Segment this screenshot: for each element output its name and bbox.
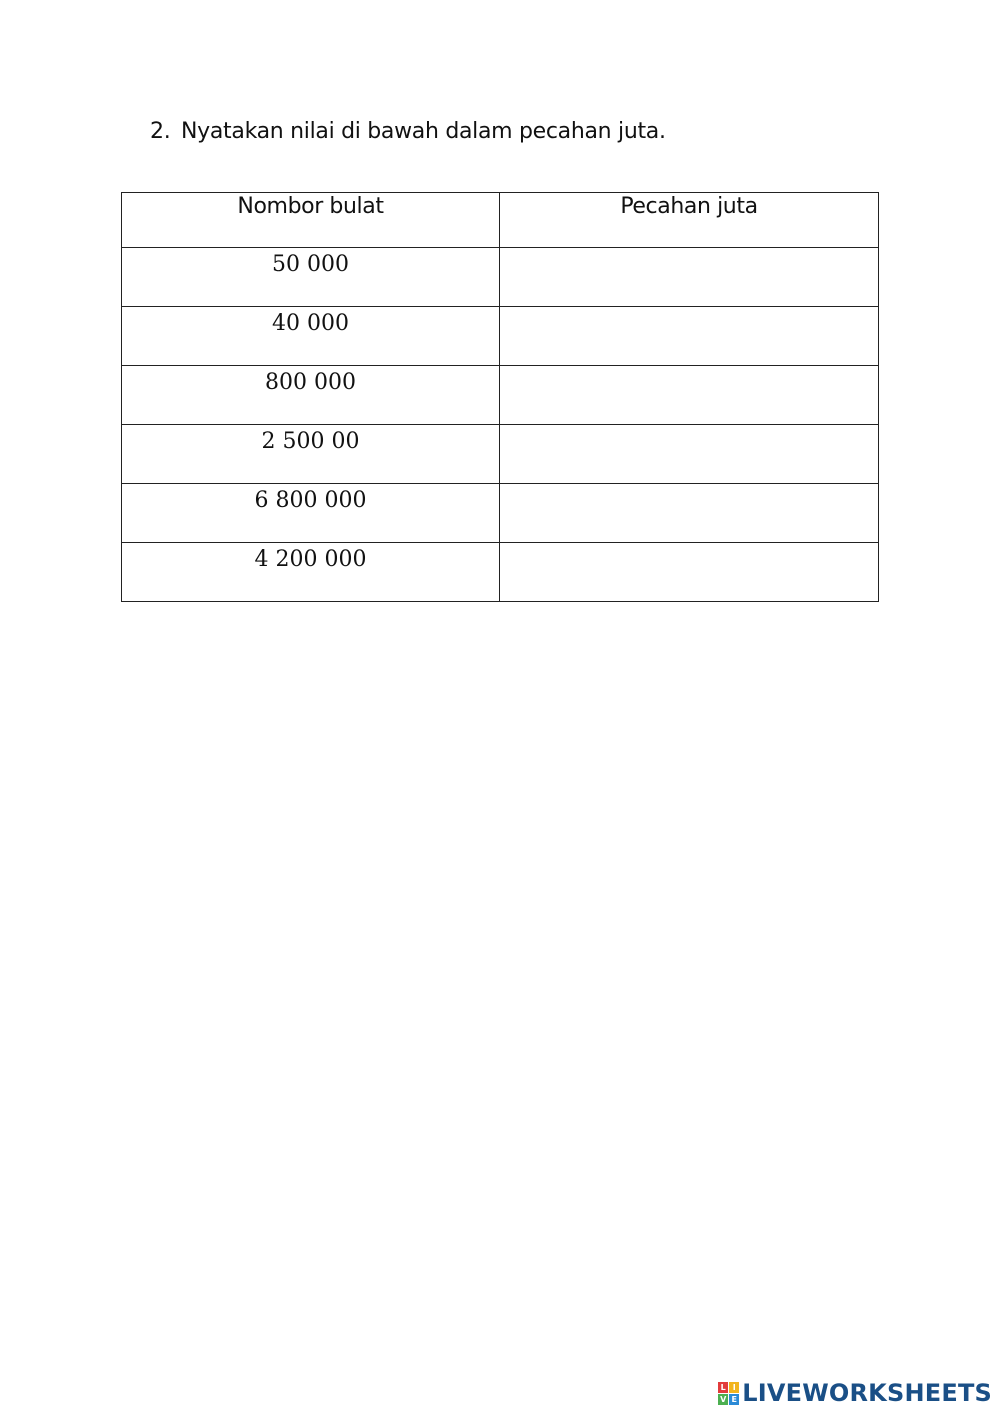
liveworksheets-logo <box>718 1379 992 1407</box>
table-row <box>122 543 879 602</box>
answer-input-cell[interactable] <box>500 366 879 425</box>
logo-mark-icon <box>718 1382 739 1405</box>
question-number: 2. <box>150 119 171 144</box>
whole-number-cell: 800 000 <box>122 366 500 425</box>
logo-mark-letter: E <box>729 1394 739 1405</box>
whole-number-cell: 6 800 000 <box>122 484 500 543</box>
answer-input-cell[interactable] <box>500 307 879 366</box>
header-million-fraction: Pecahan juta <box>500 193 879 248</box>
table-row <box>122 307 879 366</box>
table-row <box>122 425 879 484</box>
whole-number-cell: 50 000 <box>122 248 500 307</box>
answer-input-cell[interactable] <box>500 425 879 484</box>
whole-number-cell: 4 200 000 <box>122 543 500 602</box>
whole-number-cell: 40 000 <box>122 307 500 366</box>
table-row <box>122 248 879 307</box>
logo-mark-letter: V <box>720 1394 727 1404</box>
table-row <box>122 484 879 543</box>
whole-number-cell: 2 500 00 <box>122 425 500 484</box>
answer-input-cell[interactable] <box>500 484 879 543</box>
logo-text: LIVEWORKSHEETS <box>742 1379 992 1407</box>
question-prompt <box>150 119 666 144</box>
logo-mark-letter: L <box>718 1382 728 1393</box>
answer-input-cell[interactable] <box>500 543 879 602</box>
logo-mark-letter: I <box>729 1382 739 1393</box>
table-row <box>122 366 879 425</box>
question-text: Nyatakan nilai di bawah dalam pecahan juta. <box>181 119 666 144</box>
table-header-row <box>122 193 879 248</box>
header-whole-number: Nombor bulat <box>122 193 500 248</box>
answer-table <box>121 192 879 602</box>
answer-input-cell[interactable] <box>500 248 879 307</box>
